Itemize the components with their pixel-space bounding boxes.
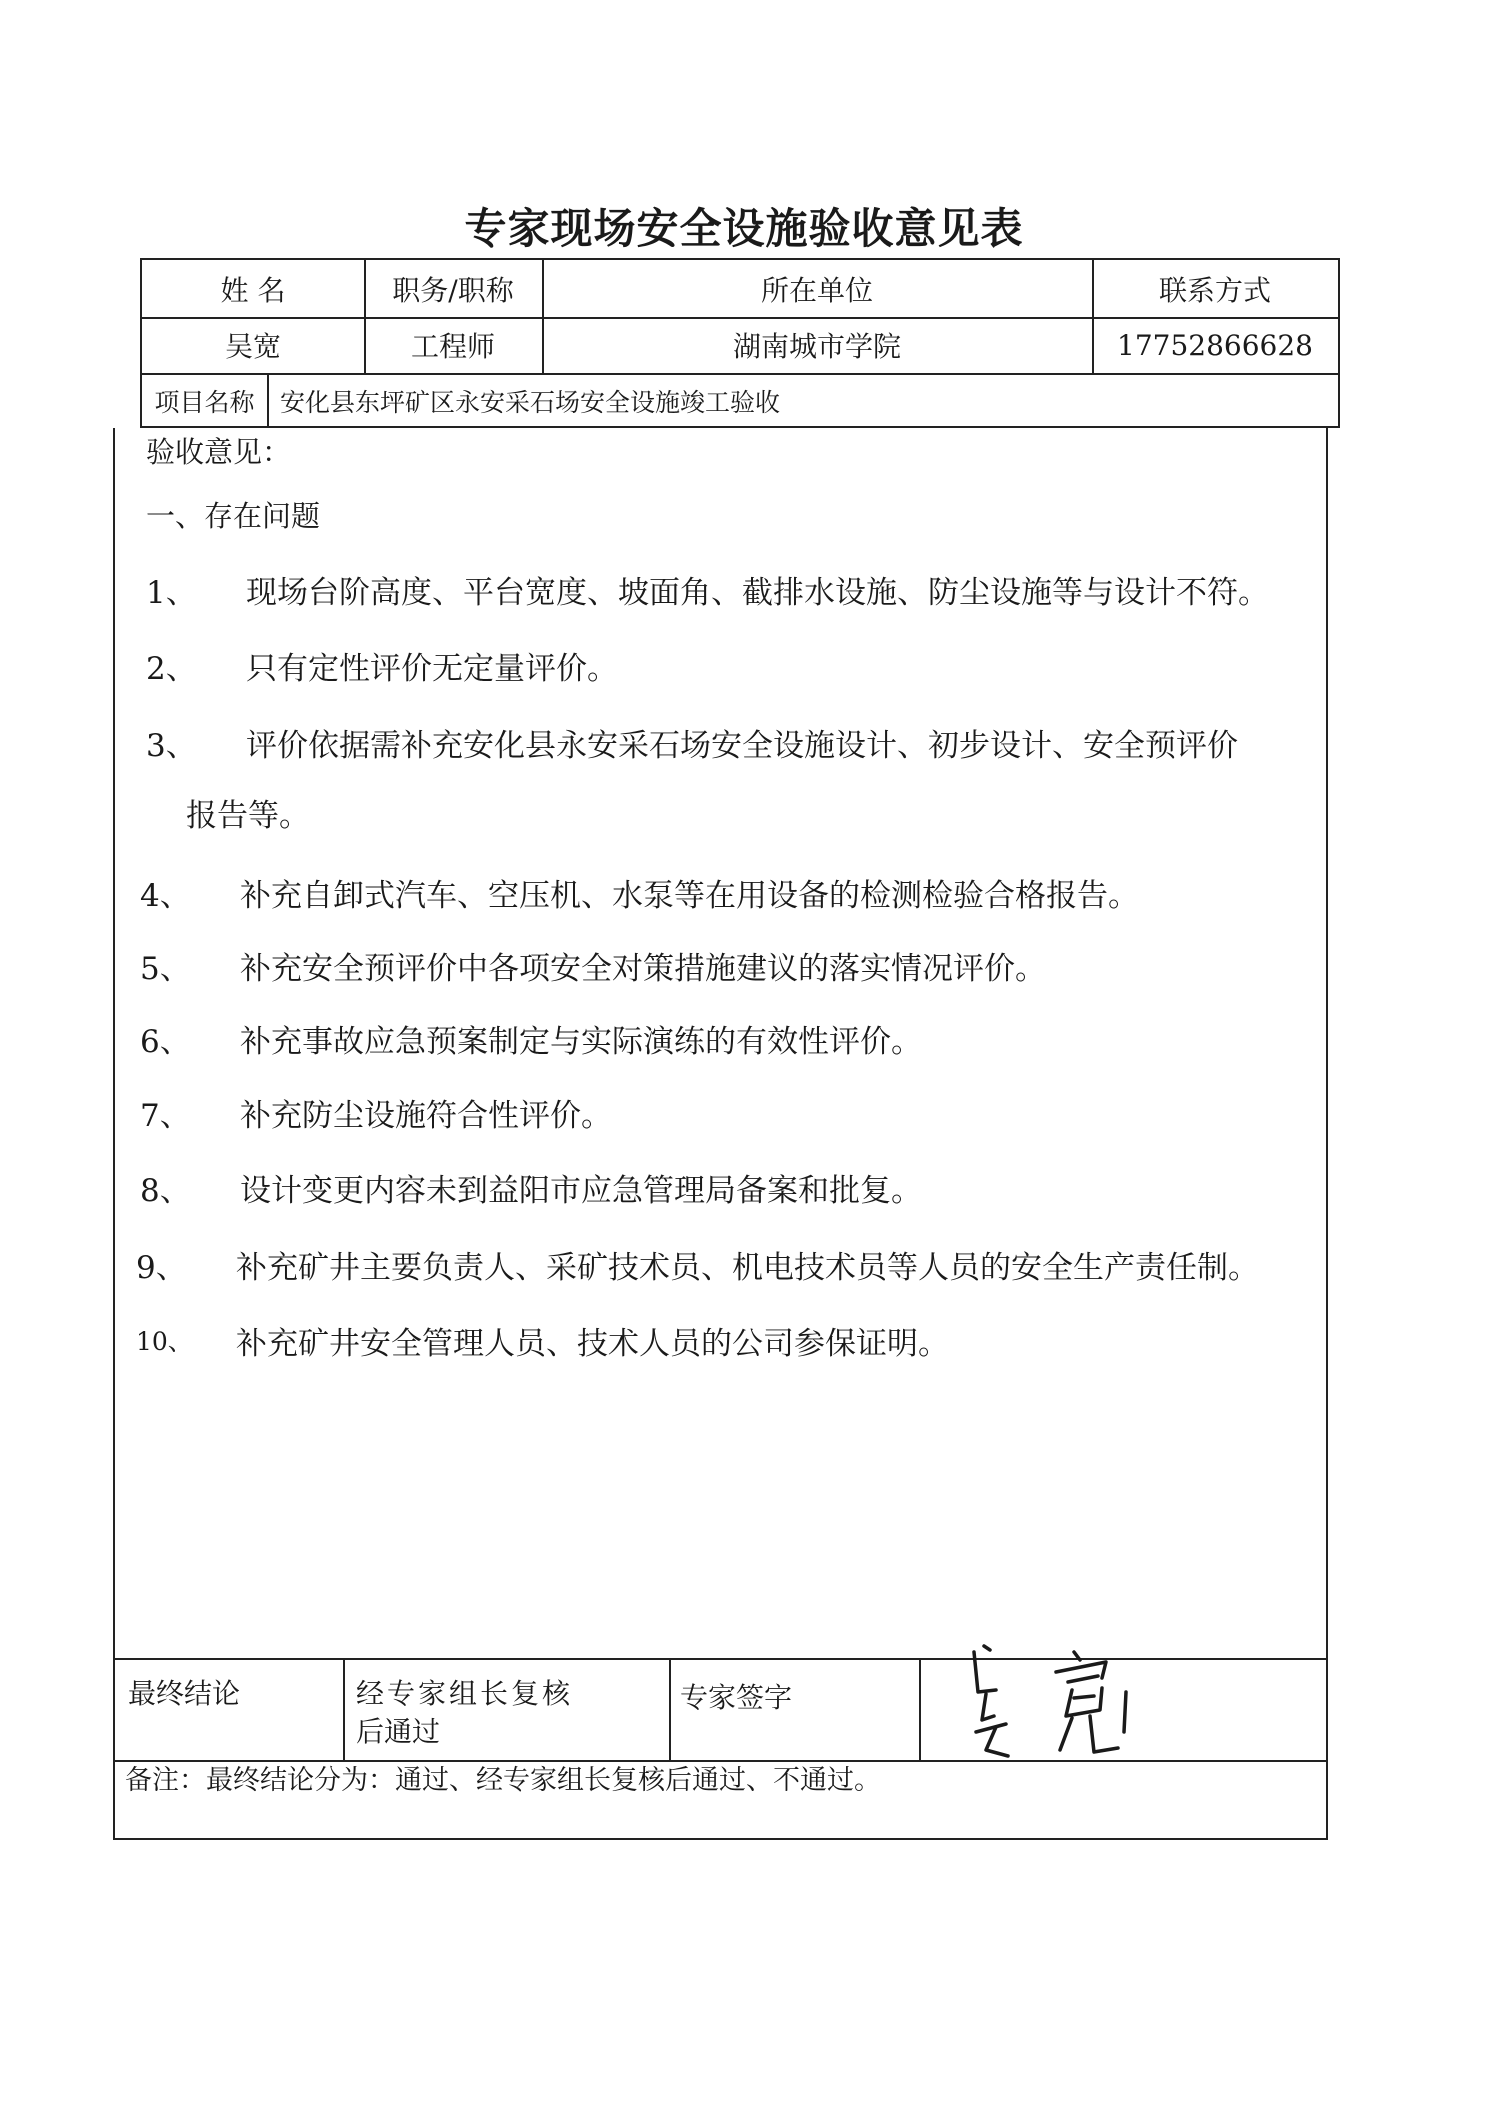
issue-text: 补充自卸式汽车、空压机、水泵等在用设备的检测检验合格报告。: [240, 878, 1139, 914]
issue-number: 6、: [140, 1024, 191, 1060]
issue-number: 9、: [136, 1250, 187, 1286]
issue-text-continuation: 报告等。: [186, 798, 310, 834]
remark-note: 备注：最终结论分为：通过、经专家组长复核后通过、不通过。: [125, 1765, 881, 1796]
expert-unit: 湖南城市学院: [732, 330, 901, 363]
project-name: 安化县东坪矿区永安采石场安全设施竣工验收: [280, 387, 781, 417]
header-table: [140, 258, 1340, 428]
issue-text: 只有定性评价无定量评价。: [246, 651, 618, 687]
issue-text: 补充事故应急预案制定与实际演练的有效性评价。: [240, 1024, 922, 1060]
col-contact-header: 联系方式: [1158, 273, 1271, 307]
issues-section-heading: 一、存在问题: [146, 499, 321, 533]
handwritten-signature: [956, 1632, 1156, 1762]
expert-title: 工程师: [410, 330, 495, 363]
issue-text: 补充矿井安全管理人员、技术人员的公司参保证明。: [236, 1326, 949, 1362]
conclusion-value-line1: 经专家组长复核: [356, 1677, 574, 1710]
issue-number: 1、: [146, 575, 197, 611]
col-name-header: 姓 名: [220, 273, 286, 307]
signature-label: 专家签字: [680, 1681, 793, 1714]
issue-number: 2、: [146, 651, 197, 687]
issue-number: 10、: [136, 1327, 193, 1356]
project-label: 项目名称: [154, 387, 255, 417]
issue-text: 评价依据需补充安化县永安采石场安全设施设计、初步设计、安全预评价: [246, 728, 1238, 764]
issue-text: 设计变更内容未到益阳市应急管理局备案和批复。: [240, 1173, 922, 1209]
issue-number: 3、: [146, 728, 197, 764]
issue-text: 补充矿井主要负责人、采矿技术员、机电技术员等人员的安全生产责任制。: [236, 1250, 1259, 1286]
issue-number: 8、: [140, 1173, 191, 1209]
issue-text: 现场台阶高度、平台宽度、坡面角、截排水设施、防尘设施等与设计不符。: [246, 575, 1269, 611]
col-title-header: 职务/职称: [392, 273, 514, 307]
expert-name: 吴宽: [224, 330, 281, 363]
expert-contact: 17752866628: [1117, 328, 1313, 362]
issue-number: 4、: [140, 878, 191, 914]
conclusion-label: 最终结论: [128, 1677, 241, 1710]
opinion-label: 验收意见：: [146, 435, 292, 469]
col-unit-header: 所在单位: [760, 273, 873, 307]
issue-text: 补充防尘设施符合性评价。: [240, 1098, 612, 1134]
page-title: 专家现场安全设施验收意见表: [464, 204, 1024, 253]
issue-text: 补充安全预评价中各项安全对策措施建议的落实情况评价。: [240, 951, 1046, 987]
conclusion-value-line2: 后通过: [356, 1715, 441, 1748]
issue-number: 5、: [140, 951, 191, 987]
issue-number: 7、: [140, 1098, 191, 1134]
